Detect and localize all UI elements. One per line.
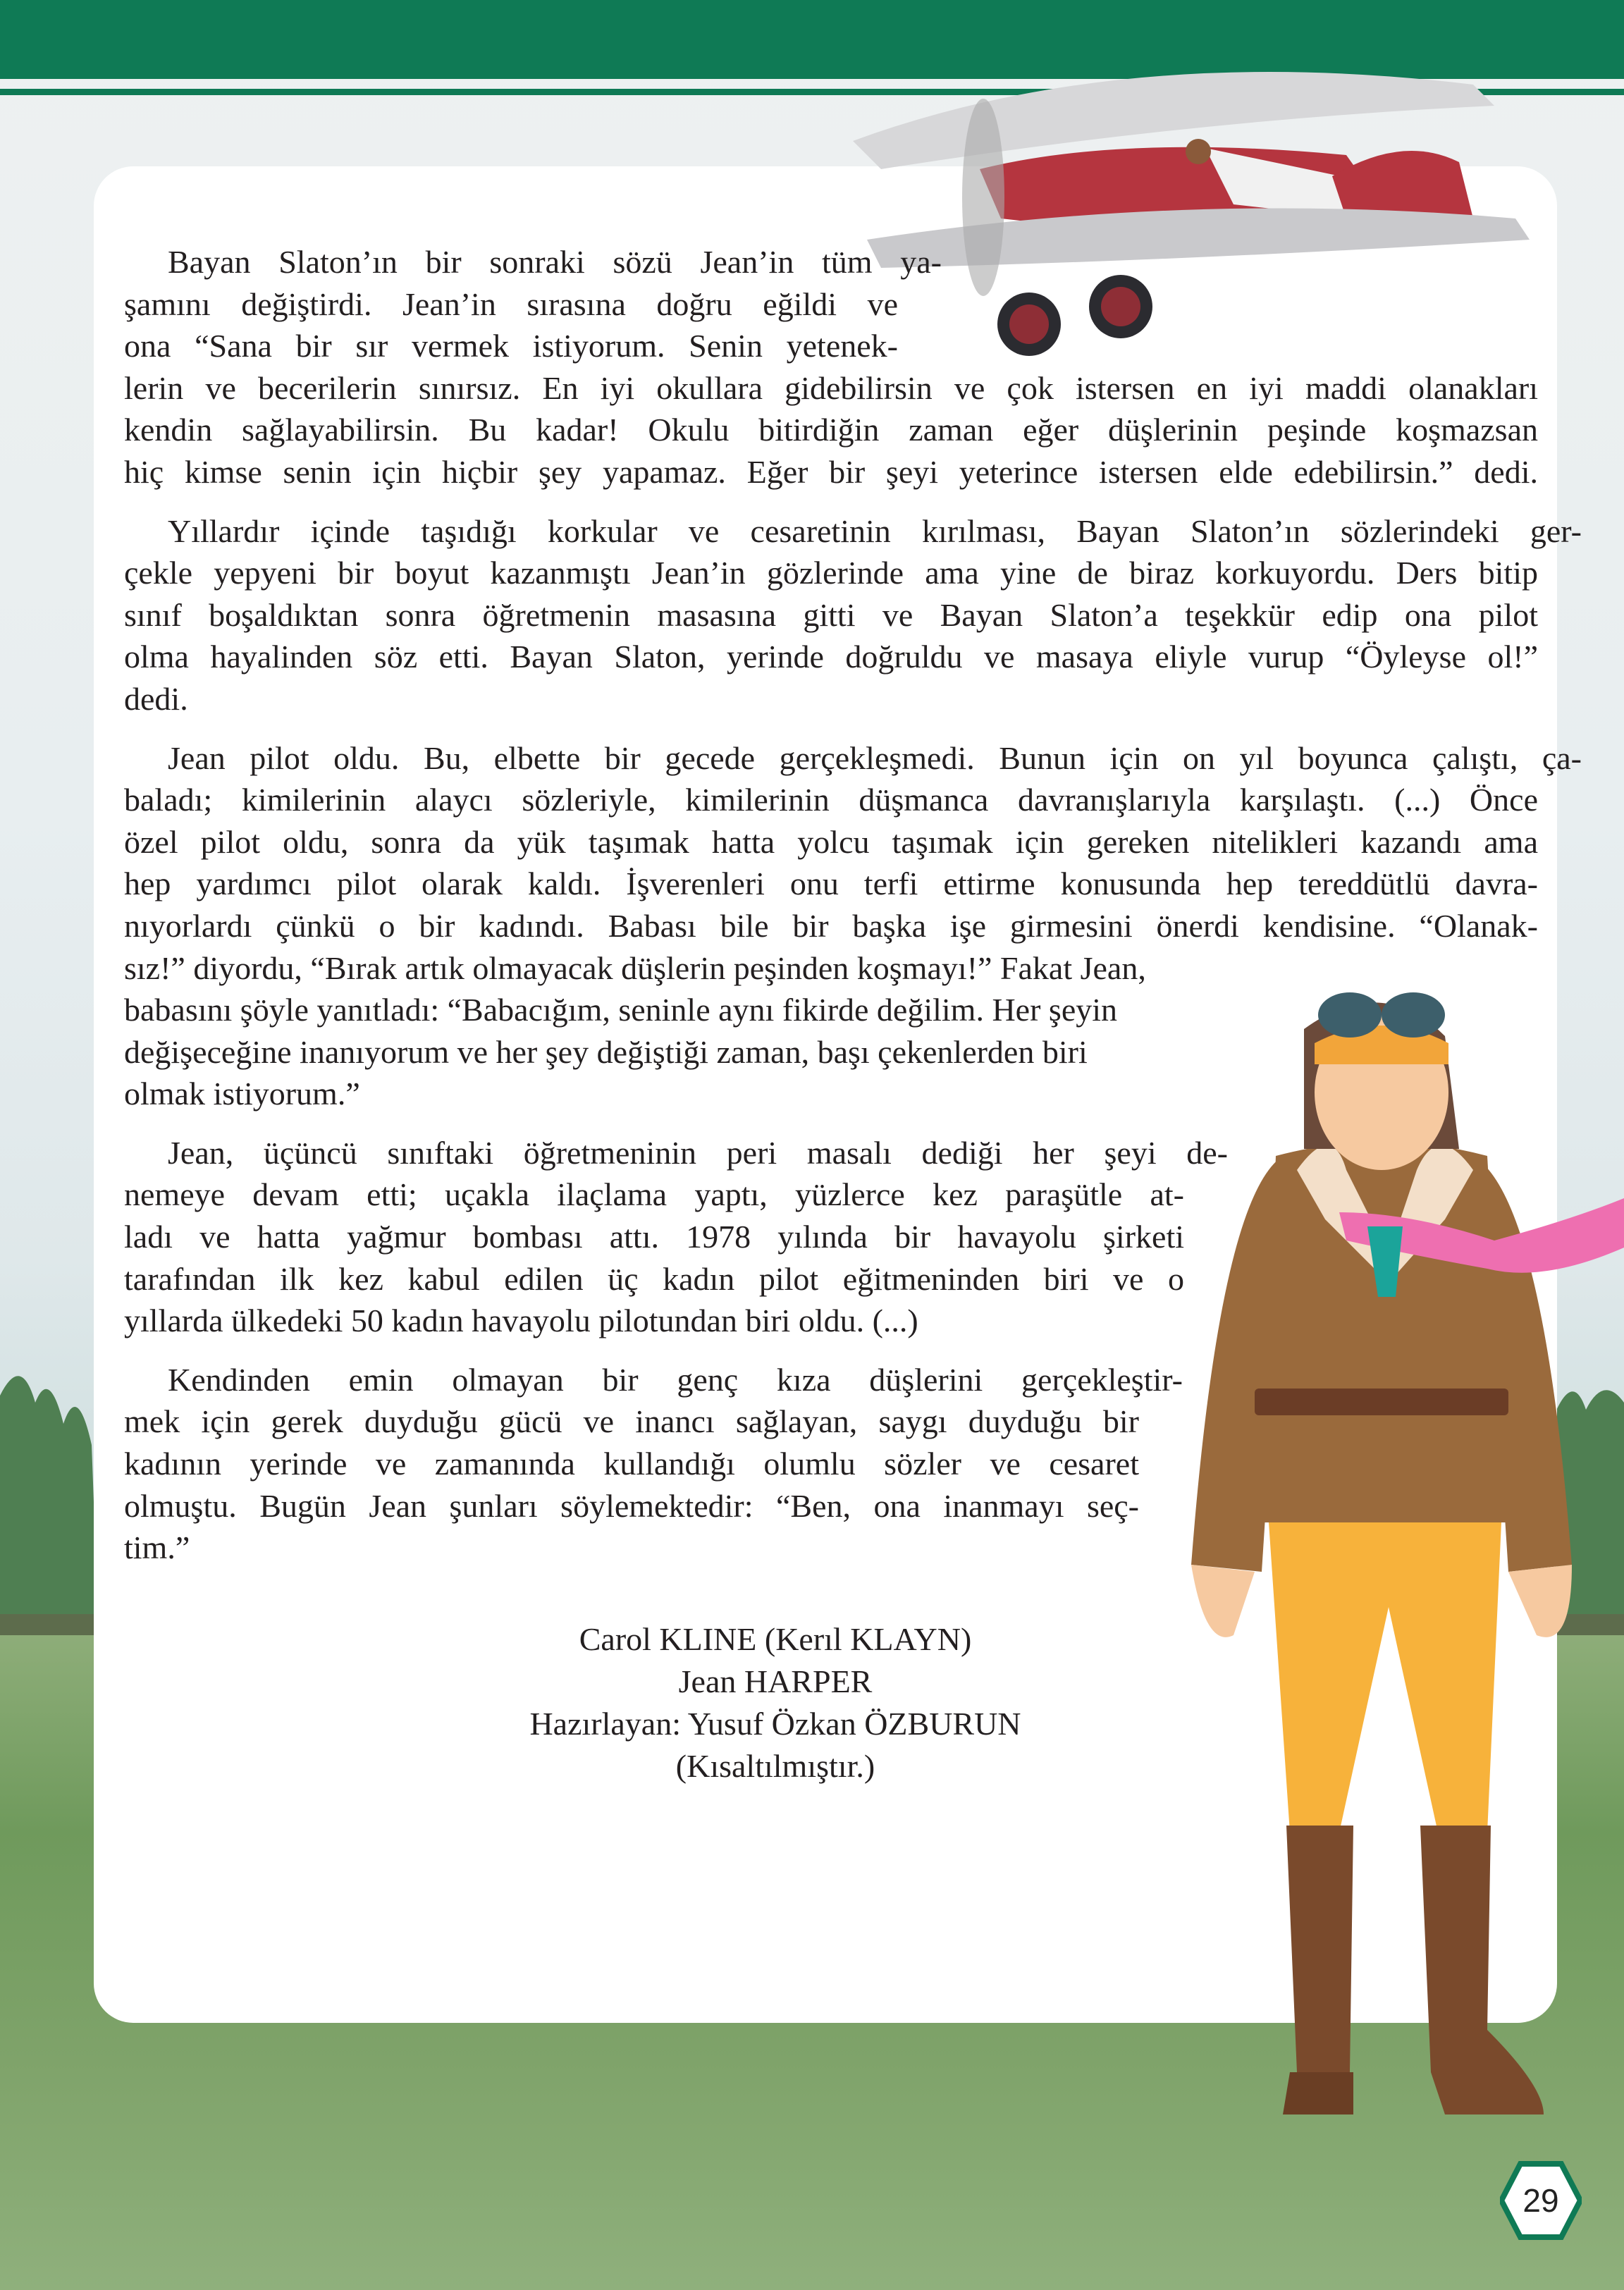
prepared-by: Hazırlayan: Yusuf Özkan ÖZBURUN bbox=[529, 1706, 1021, 1742]
text-line: olmuştu. Bugün Jean şunları söylemektedir: “Ben, ona inanmayı seç- bbox=[124, 1487, 1139, 1524]
text-line: dedi. bbox=[124, 680, 188, 717]
text-line: şamını değiştirdi. Jean’in sırasına doğru eğildi ve bbox=[124, 285, 898, 322]
text-line: çekle yepyeni bir boyut kazanmıştı Jean’in gözlerinde ama yine de biraz korkuyordu. Ders bitip bbox=[124, 555, 1538, 591]
text-line: kendin sağlayabilirsin. Bu kadar! Okulu bitirdiğin zaman eğer düşlerinin peşinde koşmazsan bbox=[124, 412, 1538, 448]
text-line: tim.” bbox=[124, 1529, 190, 1566]
author: Carol KLINE (Kerıl KLAYN) bbox=[579, 1621, 972, 1657]
credits bbox=[423, 1618, 1128, 1787]
text-line: hiç kimse senin için hiçbir şey yapamaz. Eğer bir şeyi yeterince istersen elde edebilirsin.” dedi. bbox=[124, 453, 1538, 490]
text-line: Bayan Slaton’ın bir sonraki sözü Jean’in tüm ya- bbox=[168, 244, 942, 280]
text-line: nemeye devam etti; uçakla ilaçlama yaptı, yüzlerce kez paraşütle at- bbox=[124, 1176, 1184, 1213]
text-line: sınıf boşaldıktan sonra öğretmenin masasına gitti ve Bayan Slaton’a teşekkür edip ona pilot bbox=[124, 596, 1538, 633]
text-line: Jean pilot oldu. Bu, elbette bir gecede gerçekleşmedi. Bunun için on yıl boyunca çalıştı, ça- bbox=[168, 739, 1582, 776]
paragraph-2 bbox=[124, 510, 1582, 720]
pilot-woman-illustration bbox=[1177, 987, 1624, 2143]
text-line: hep yardımcı pilot olarak kaldı. İşverenleri onu terfi ettirme konusunda hep tereddütlü davra- bbox=[124, 866, 1538, 902]
text-line: Kendinden emin olmayan bir genç kıza düşlerini gerçekleştir- bbox=[168, 1361, 1183, 1398]
subject: Jean HARPER bbox=[678, 1663, 873, 1699]
abridged-note: (Kısaltılmıştır.) bbox=[675, 1748, 875, 1784]
text-line: tarafından ilk kez kabul edilen üç kadın pilot eğitmeninden biri ve o bbox=[124, 1260, 1184, 1297]
text-line: özel pilot oldu, sonra da yük taşımak hatta yolcu taşımak için gereken nitelikleri kazandı ama bbox=[124, 823, 1538, 860]
text-line: ona “Sana bir sır vermek istiyorum. Senin yetenek- bbox=[124, 328, 898, 364]
text-line: Jean, üçüncü sınıftaki öğretmeninin peri masalı dediği her şeyi de- bbox=[168, 1134, 1228, 1171]
text-line: olma hayalinden söz etti. Bayan Slaton, yerinde doğruldu ve masaya eliyle vurup “Öyleyse ol!” bbox=[124, 639, 1538, 675]
text-line: Yıllardır içinde taşıdığı korkular ve cesaretinin kırılması, Bayan Slaton’ın sözlerindeki ger- bbox=[168, 512, 1582, 549]
text-line: sız!” diyordu, “Bırak artık olmayacak düşlerin peşinden koşmayı!” Fakat Jean, bbox=[124, 949, 1146, 986]
paragraph-1 bbox=[124, 241, 1582, 493]
text-line: nıyorlardı çünkü o bir kadındı. Babası bile bir başka işe girmesini önerdi kendisine. “Olanak- bbox=[124, 907, 1538, 944]
text-line: lerin ve becerilerin sınırsız. En iyi okullara gidebilirsin ve çok istersen en iyi maddi olanakları bbox=[124, 369, 1538, 406]
text-line: babasını şöyle yanıtladı: “Babacığım, seninle aynı fikirde değilim. Her şeyin bbox=[124, 992, 1118, 1028]
text-line: değişeceğine inanıyorum ve her şey değiştiği zaman, başı çekenlerden biri bbox=[124, 1033, 1088, 1070]
text-line: yıllarda ülkedeki 50 kadın havayolu pilotundan biri oldu. (...) bbox=[124, 1303, 918, 1339]
text-line: olmak istiyorum.” bbox=[124, 1076, 360, 1112]
page-number: 29 bbox=[1522, 2182, 1559, 2219]
text-line: kadının yerinde ve zamanında kullandığı olumlu sözler ve cesaret bbox=[124, 1446, 1139, 1482]
text-line: ladı ve hatta yağmur bombası attı. 1978 yılında bir havayolu şirketi bbox=[124, 1219, 1184, 1255]
text-line: baladı; kimilerinin alaycı sözleriyle, kimilerinin düşmanca davranışlarıyla karşılaştı. (...) Önce bbox=[124, 782, 1538, 818]
page-number-badge bbox=[1500, 2160, 1582, 2241]
text-line: mek için gerek duyduğu gücü ve inancı sağlayan, saygı duyduğu bir bbox=[124, 1403, 1139, 1440]
